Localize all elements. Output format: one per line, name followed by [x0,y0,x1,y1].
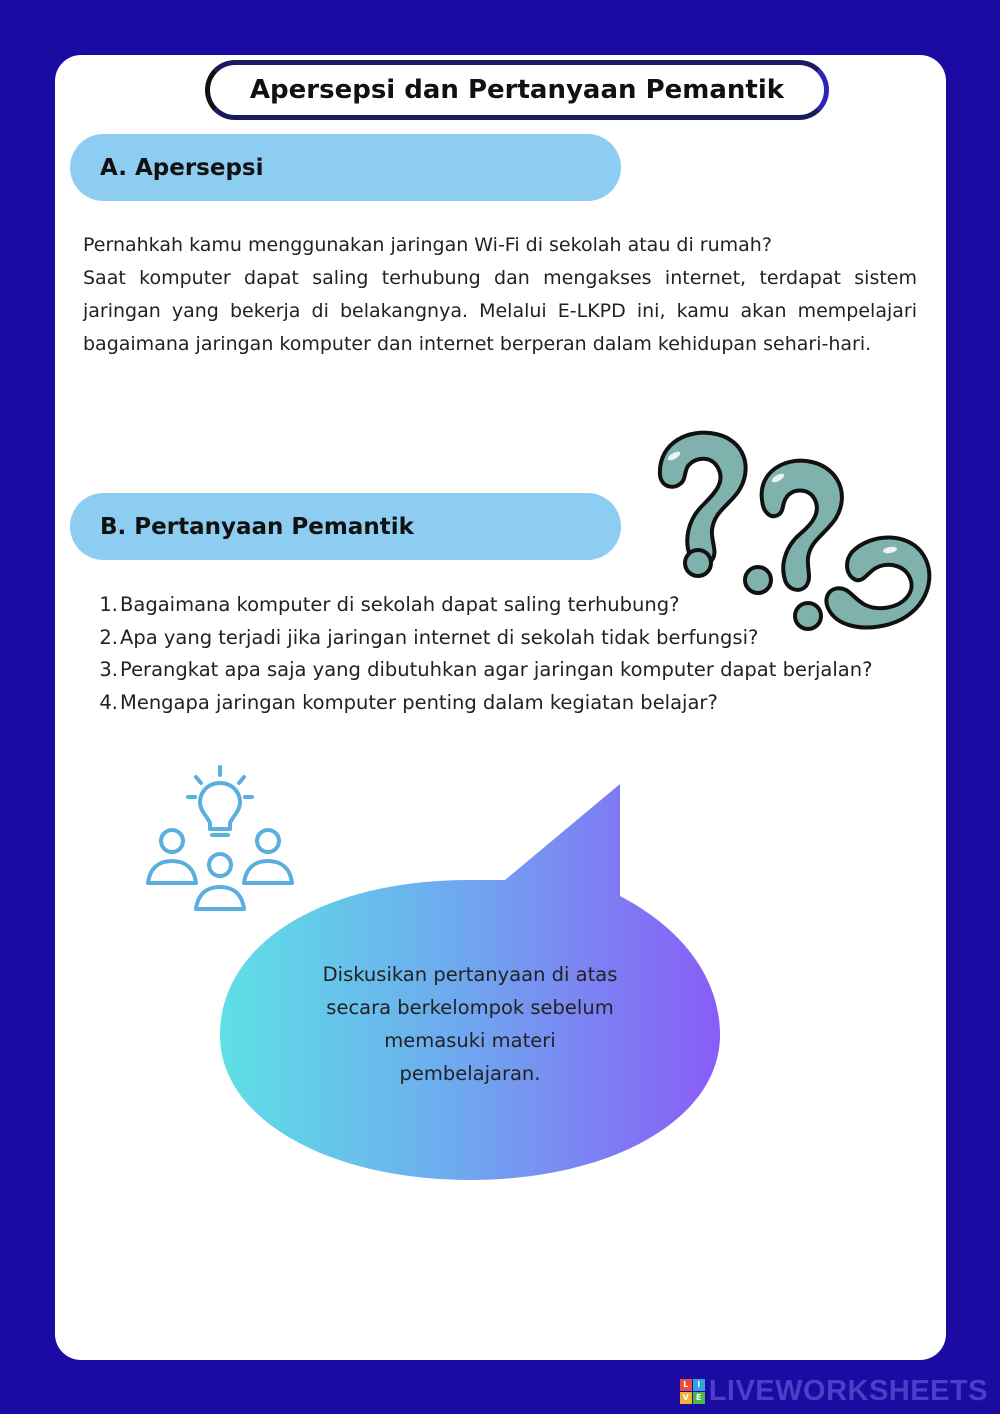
liveworksheets-watermark[interactable] [680,1374,988,1408]
apersepsi-paragraph [83,229,917,361]
question-item [96,589,926,622]
section-b-heading [70,493,621,560]
logo-letter: V [680,1392,692,1404]
logo-letter: E [693,1392,705,1404]
apersepsi-line-2: Saat komputer dapat saling terhubung dan mengakses internet, terdapat sistem jaringan yang bekerja di belakangnya. Melalui E-LKPD ini, kamu akan mempelajari bagaimana jaringan komputer dan internet berperan dalam kehidupan sehari-hari. [83,267,917,355]
liveworksheets-logo-icon [680,1379,705,1404]
page-title [205,60,829,120]
section-b-heading-text: B. Pertanyaan Pemantik [100,513,414,540]
section-a-heading [70,134,621,201]
question-item [96,622,926,655]
question-number: 2. [99,625,118,649]
question-text: Bagaimana komputer di sekolah dapat saling terhubung? [120,593,680,616]
discussion-line-2: secara berkelompok sebelum [326,996,614,1019]
question-text: Apa yang terjadi jika jaringan internet di sekolah tidak berfungsi? [120,625,759,649]
apersepsi-line-1: Pernahkah kamu menggunakan jaringan Wi-Fi di sekolah atau di rumah? [83,234,772,256]
discussion-line-3: memasuki materi [384,1029,556,1052]
question-number: 1. [99,593,118,616]
discussion-prompt [300,958,640,1090]
watermark-text: LIVEWORKSHEETS [708,1374,988,1407]
question-number: 3. [99,658,118,681]
question-item [96,654,926,687]
question-number: 4. [99,690,118,714]
question-list [96,589,926,719]
question-text: Perangkat apa saja yang dibutuhkan agar jaringan komputer dapat berjalan? [120,658,873,681]
page-title-text: Apersepsi dan Pertanyaan Pemantik [249,75,785,105]
question-item [96,687,926,720]
section-a-heading-text: A. Apersepsi [100,154,264,181]
discussion-line-4: pembelajaran. [399,1062,541,1085]
question-text: Mengapa jaringan komputer penting dalam kegiatan belajar? [120,690,718,714]
logo-letter: L [680,1379,692,1391]
discussion-line-1: Diskusikan pertanyaan di atas [322,963,618,986]
logo-letter: I [693,1379,705,1391]
